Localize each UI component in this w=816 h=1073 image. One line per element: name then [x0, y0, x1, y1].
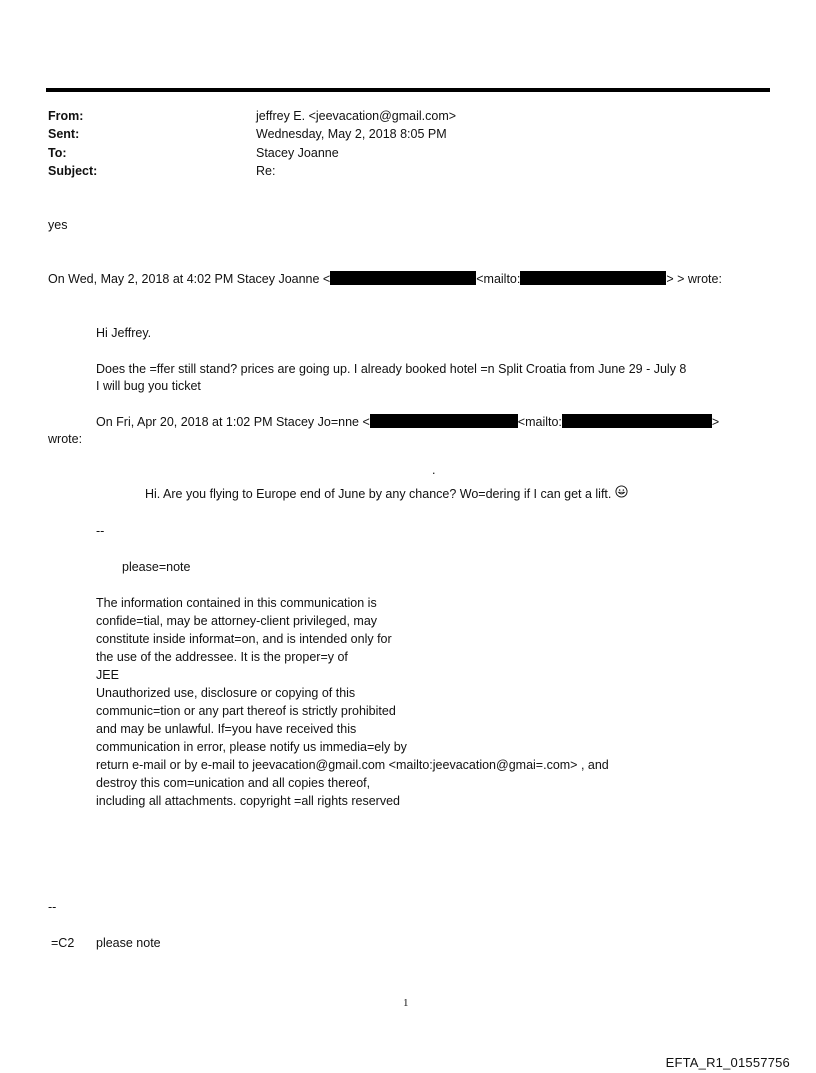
disclaimer-line: communication in error, please notify us immedia=ely by — [96, 740, 407, 754]
footer-dashes: -- — [48, 900, 57, 914]
disclaimer-line: constitute inside informat=on, and is intended only for — [96, 632, 392, 646]
disclaimer-line: destroy this com=unication and all copies thereof, — [96, 776, 371, 790]
to-value: Stacey Joanne — [256, 146, 339, 160]
disclaimer-line: Unauthorized use, disclosure or copying of this — [96, 686, 356, 700]
message-line-1: Does the =ffer still stand? prices are going up. I already booked hotel =n Split Croatia from June 29 - July 8 — [96, 362, 687, 376]
redaction-box — [370, 414, 518, 428]
disclaimer-line: the use of the addressee. It is the proper=y of — [96, 650, 348, 664]
to-label: To: — [48, 146, 67, 160]
disclaimer-line: communic=tion or any part thereof is strictly prohibited — [96, 704, 396, 718]
quote-header-1-prefix: On Wed, May 2, 2018 at 4:02 PM Stacey Joanne < — [48, 272, 331, 286]
disclaimer-line: The information contained in this communication is — [96, 596, 377, 610]
redaction-box — [520, 271, 666, 285]
disclaimer-block — [96, 594, 609, 810]
grinning-face-icon — [615, 485, 628, 502]
message-line-2: I will bug you ticket — [96, 379, 201, 393]
subject-value: Re: — [256, 164, 276, 178]
footer-code: =C2 — [51, 936, 75, 950]
please-note: please=note — [122, 560, 191, 574]
quote-header-2-wrote: wrote: — [48, 432, 83, 446]
quote-header-1-suffix: > > wrote: — [666, 272, 722, 286]
quote-header-1 — [48, 271, 722, 287]
disclaimer-line: return e-mail or by e-mail to jeevacation@gmail.com <mailto:jeevacation@gmai=.com> , and — [96, 758, 609, 772]
quote-header-1-mailto: <mailto: — [476, 272, 521, 286]
footer-note: please note — [96, 936, 161, 950]
header-rule — [46, 88, 770, 92]
disclaimer-line: and may be unlawful. If=you have received this — [96, 722, 357, 736]
bates-number: EFTA_R1_01557756 — [665, 1055, 790, 1070]
greeting: Hi Jeffrey. — [96, 326, 152, 340]
quote-header-2 — [96, 414, 719, 430]
inner-message-text: Hi. Are you flying to Europe end of June by any chance? Wo=dering if I can get a lift. — [145, 487, 612, 501]
subject-label: Subject: — [48, 164, 98, 178]
page-number: 1 — [403, 997, 409, 1009]
sent-label: Sent: — [48, 127, 80, 141]
from-value: jeffrey E. <jeevacation@gmail.com> — [256, 109, 457, 123]
quote-header-2-suffix: > — [711, 415, 720, 429]
sent-value: Wednesday, May 2, 2018 8:05 PM — [256, 127, 447, 141]
redaction-box — [562, 414, 712, 428]
signature-dashes: -- — [96, 524, 105, 538]
inner-message — [145, 485, 628, 502]
redaction-box — [330, 271, 476, 285]
disclaimer-line: JEE — [96, 668, 119, 682]
from-label: From: — [48, 109, 84, 123]
quote-header-2-prefix: On Fri, Apr 20, 2018 at 1:02 PM Stacey Jo=nne < — [96, 415, 370, 429]
disclaimer-line: including all attachments. copyright =all rights reserved — [96, 794, 400, 808]
reply-text: yes — [48, 218, 68, 232]
disclaimer-line: confide=tial, may be attorney-client privileged, may — [96, 614, 378, 628]
quote-header-2-mailto: <mailto: — [517, 415, 562, 429]
stray-dot: . — [432, 463, 436, 477]
